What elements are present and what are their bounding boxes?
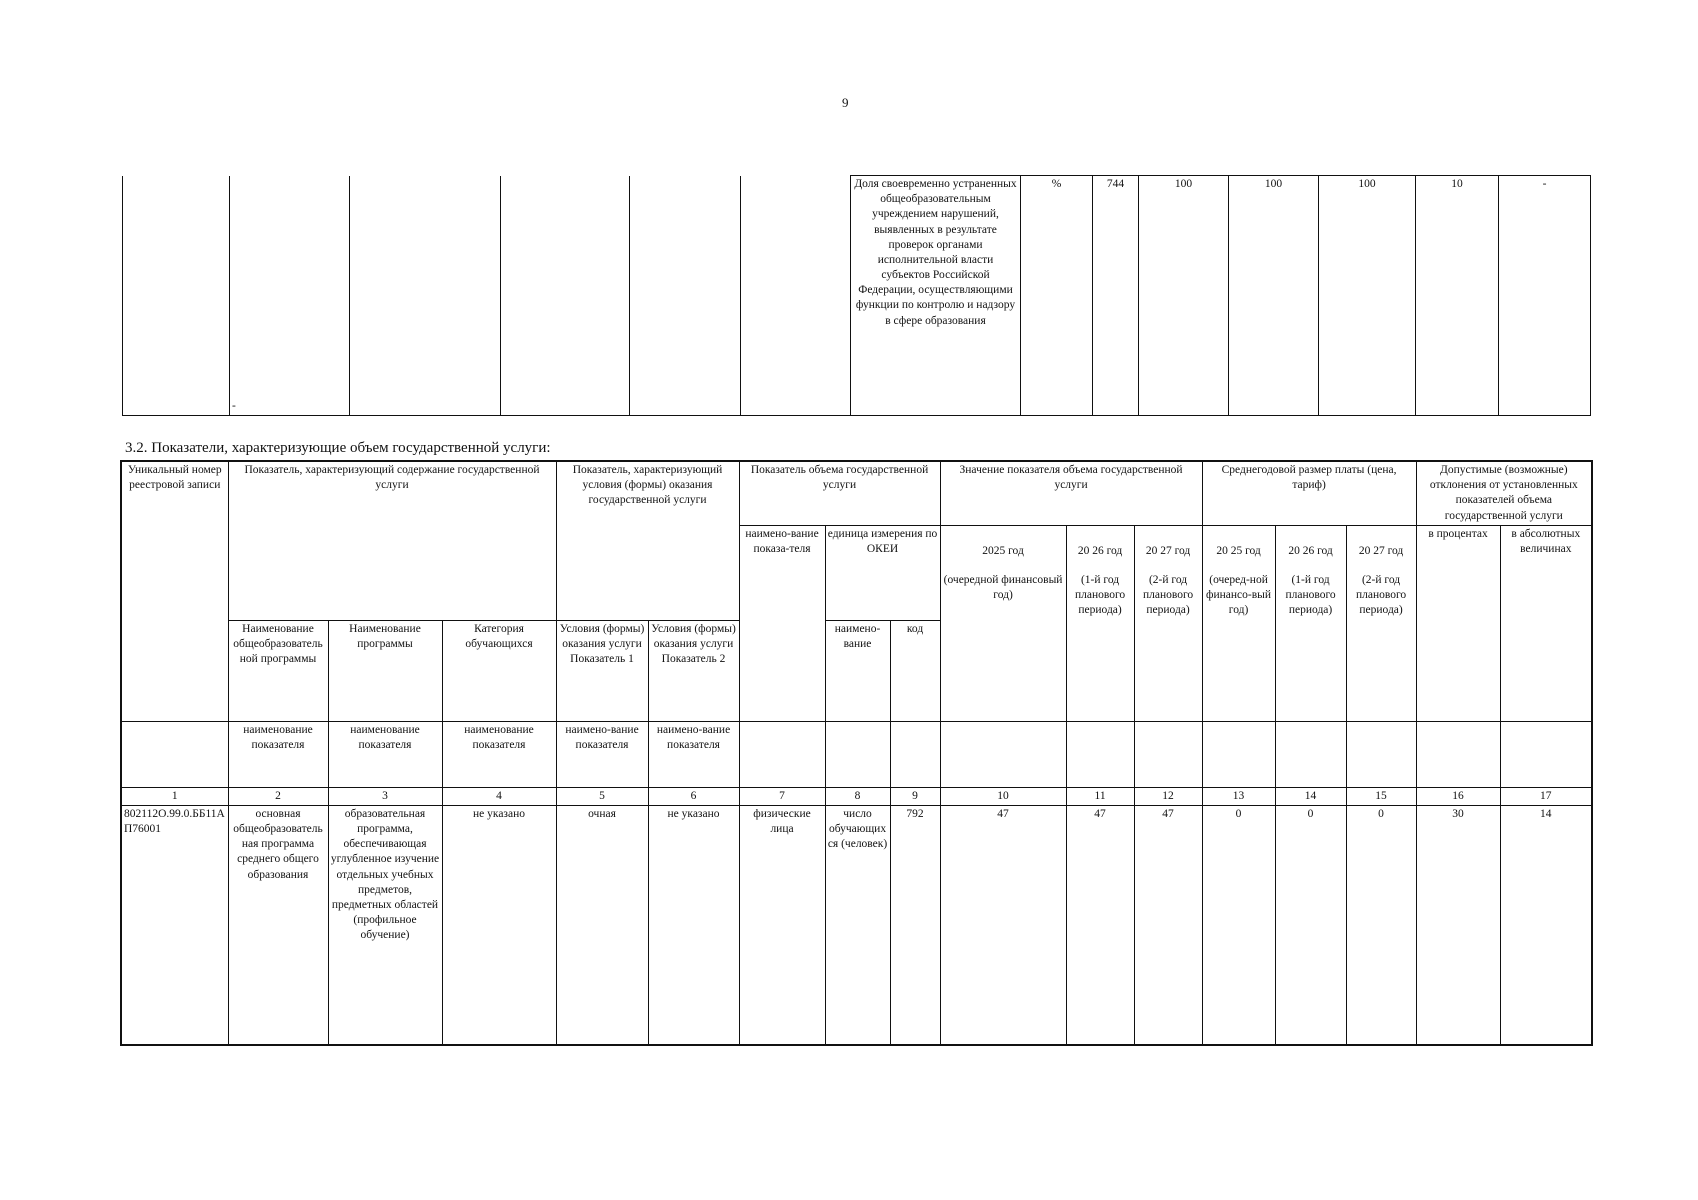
year-2027-num: 20 27 xyxy=(1145,544,1172,557)
header-avg-fee: Среднегодовой размер платы (цена, тариф) xyxy=(1202,461,1416,525)
fee-2026-num: 20 26 xyxy=(1288,544,1315,557)
value-2025: 100 xyxy=(1139,176,1229,416)
header-cond2: Условия (формы) оказания услуги Показатель 2 xyxy=(648,620,739,721)
fee-2026: 0 xyxy=(1275,805,1346,1045)
empty-cell xyxy=(741,176,851,416)
indicator-name: Доля своевременно устраненных общеобразовательным учреждением нарушений, выявленных в результате проверок органами исполнительной власти субъектов Российской Федерации, осуществляющими функции по контролю и надзору в сфере образования xyxy=(851,176,1021,416)
col-number: 10 xyxy=(940,787,1066,805)
header-content-indicator: Показатель, характеризующий содержание государственной услуги xyxy=(228,461,556,620)
header-year-2027 xyxy=(1134,525,1202,721)
col-number: 9 xyxy=(890,787,940,805)
col-number: 13 xyxy=(1202,787,1275,805)
fee-2025-sub: (очеред-ной финансо-вый год) xyxy=(1206,573,1272,617)
fee-2027-word: год xyxy=(1387,544,1404,557)
col-number: 4 xyxy=(442,787,556,805)
indicator-unit: % xyxy=(1021,176,1093,416)
volume-2025: 47 xyxy=(940,805,1066,1045)
col-number: 11 xyxy=(1066,787,1134,805)
header-volume-unit: единица измерения по ОКЕИ xyxy=(825,525,940,620)
header-fee-2026 xyxy=(1275,525,1346,721)
value-2027: 100 xyxy=(1319,176,1416,416)
volume-indicator-name: физические лица xyxy=(739,805,825,1045)
col-number: 2 xyxy=(228,787,328,805)
empty-cell xyxy=(1202,721,1275,787)
header-volume-name: наимено-вание показа-теля xyxy=(739,525,825,721)
page-number: 9 xyxy=(842,95,849,110)
year-2027-word: год xyxy=(1174,544,1191,557)
col-number: 8 xyxy=(825,787,890,805)
ind-name-6: наимено-вание показателя xyxy=(648,721,739,787)
col-number: 15 xyxy=(1346,787,1416,805)
empty-cell xyxy=(350,176,501,416)
header-volume-indicator: Показатель объема государственной услуги xyxy=(739,461,940,525)
header-dev-percent: в процентах xyxy=(1416,525,1500,721)
fee-2026-word: год xyxy=(1317,544,1333,557)
empty-cell xyxy=(1275,721,1346,787)
fee-2027: 0 xyxy=(1346,805,1416,1045)
empty-cell xyxy=(940,721,1066,787)
header-dev-absolute: в абсолютных величинах xyxy=(1500,525,1592,721)
col-number: 7 xyxy=(739,787,825,805)
fee-2026-sub: (1-й год планового периода) xyxy=(1285,573,1336,617)
volume-2026: 47 xyxy=(1066,805,1134,1045)
fee-2025-word: год xyxy=(1245,544,1261,557)
col-number: 1 xyxy=(121,787,228,805)
registry-number: 802112О.99.0.ББ11АП76001 xyxy=(121,805,228,1045)
header-unit-code: код xyxy=(890,620,940,721)
unit-code: 792 xyxy=(890,805,940,1045)
header-name-prog: Наименование программы xyxy=(328,620,442,721)
volume-2027: 47 xyxy=(1134,805,1202,1045)
empty-cell xyxy=(501,176,630,416)
header-name-program: Наименование общеобразовательной программы xyxy=(228,620,328,721)
deviation-percent: 10 xyxy=(1416,176,1499,416)
deviation-absolute: 14 xyxy=(1500,805,1592,1045)
header-category: Категория обучающихся xyxy=(442,620,556,721)
col-number: 16 xyxy=(1416,787,1500,805)
ind-name-4: наименование показателя xyxy=(442,721,556,787)
ind-name-3: наименование показателя xyxy=(328,721,442,787)
ind-name-2: наименование показателя xyxy=(228,721,328,787)
fee-2025: 0 xyxy=(1202,805,1275,1045)
empty-cell xyxy=(1066,721,1134,787)
deviation-absolute: - xyxy=(1499,176,1591,416)
fee-2027-sub: (2-й год планового периода) xyxy=(1355,573,1407,617)
col-number: 6 xyxy=(648,787,739,805)
header-deviations: Допустимые (возможные) отклонения от установленных показателей объема государственной услуги xyxy=(1416,461,1592,525)
column-numbers-row xyxy=(121,787,1592,805)
empty-cell xyxy=(1416,721,1500,787)
volume-indicators-table xyxy=(120,460,1593,1046)
unit-name: число обучающихся (человек) xyxy=(825,805,890,1045)
stray-mark: - xyxy=(230,176,350,416)
student-category: не указано xyxy=(442,805,556,1045)
deviation-percent: 30 xyxy=(1416,805,1500,1045)
condition-2: не указано xyxy=(648,805,739,1045)
header-fee-2025 xyxy=(1202,525,1275,721)
ind-name-5: наимено-вание показателя xyxy=(556,721,648,787)
year-2026-sub: (1-й год планового периода) xyxy=(1074,573,1126,617)
quality-indicators-table xyxy=(122,175,1591,416)
col-number: 5 xyxy=(556,787,648,805)
header-conditions-indicator: Показатель, характеризующий условия (формы) оказания государственной услуги xyxy=(556,461,739,620)
empty-cell xyxy=(825,721,890,787)
fee-2025-num: 20 25 xyxy=(1216,544,1243,557)
okei-code: 744 xyxy=(1093,176,1139,416)
header-fee-2027 xyxy=(1346,525,1416,721)
col-number: 14 xyxy=(1275,787,1346,805)
year-2025-label: 2025 год xyxy=(982,544,1024,557)
header-volume-value: Значение показателя объема государственной услуги xyxy=(940,461,1202,525)
header-unique-number: Уникальный номер реестровой записи xyxy=(121,461,228,721)
empty-cell xyxy=(1500,721,1592,787)
col-number: 17 xyxy=(1500,787,1592,805)
program-name: основная общеобразовательная программа среднего общего образования xyxy=(228,805,328,1045)
empty-cell xyxy=(123,176,230,416)
empty-cell xyxy=(890,721,940,787)
empty-cell xyxy=(121,721,228,787)
empty-cell xyxy=(1346,721,1416,787)
empty-cell xyxy=(739,721,825,787)
header-year-2025 xyxy=(940,525,1066,721)
year-2025-sub: (очередной финансовый год) xyxy=(943,573,1063,602)
col-number: 12 xyxy=(1134,787,1202,805)
year-2026-word: год xyxy=(1106,544,1123,557)
year-2027-sub: (2-й год планового периода) xyxy=(1142,573,1194,617)
condition-form: очная xyxy=(556,805,648,1045)
program-description: образовательная программа, обеспечивающая углубленное изучение отдельных учебных предметов, предметных областей (профильное обучение) xyxy=(328,805,442,1045)
empty-cell xyxy=(630,176,741,416)
fee-2027-num: 20 27 xyxy=(1358,544,1385,557)
header-unit-name: наимено-вание xyxy=(825,620,890,721)
table-row xyxy=(121,805,1592,1045)
year-2026-num: 20 26 xyxy=(1077,544,1104,557)
header-cond1: Условия (формы) оказания услуги Показатель 1 xyxy=(556,620,648,721)
empty-cell xyxy=(1134,721,1202,787)
section-title: 3.2. Показатели, характеризующие объем государственной услуги: xyxy=(125,440,551,456)
col-number: 3 xyxy=(328,787,442,805)
value-2026: 100 xyxy=(1229,176,1319,416)
header-year-2026 xyxy=(1066,525,1134,721)
